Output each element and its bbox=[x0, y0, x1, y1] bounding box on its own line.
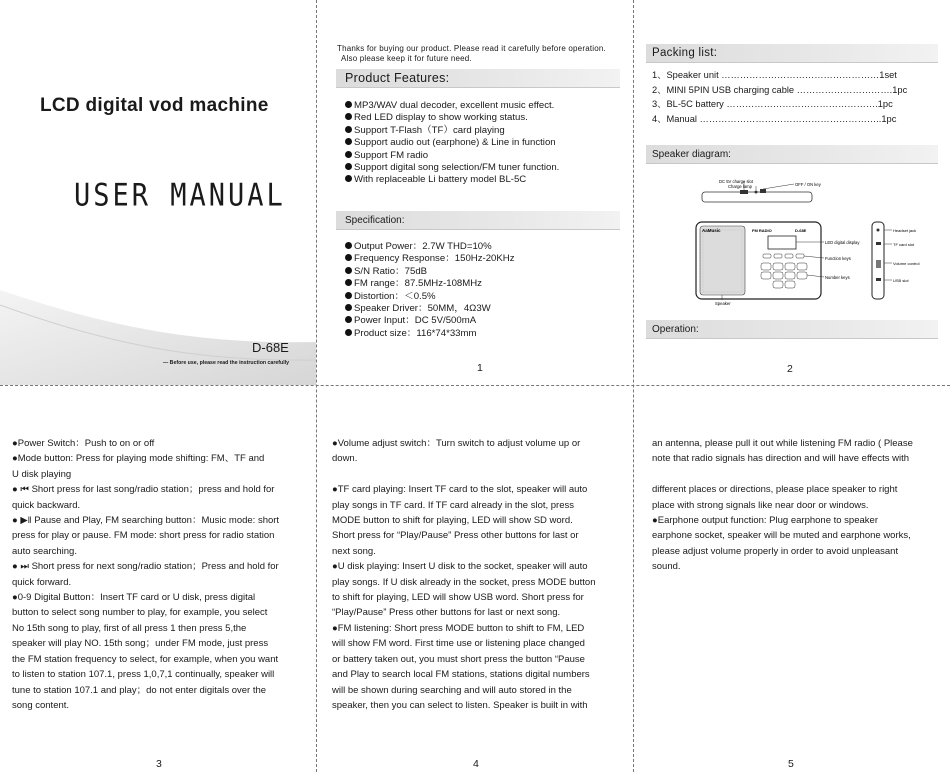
text-line: button to select song number to play, for example, you select bbox=[12, 607, 268, 619]
cover-panel bbox=[0, 0, 316, 385]
packing-header: Packing list: bbox=[652, 47, 718, 59]
page-number: 5 bbox=[788, 758, 794, 770]
text-line: play songs. If U disk already in the socket, press MODE button bbox=[332, 576, 596, 588]
text-line: speaker, then you can select to listen. Speaker is built in with bbox=[332, 699, 588, 711]
page-1-panel bbox=[317, 0, 633, 385]
text-line: tune to station 107.1 and play；do not enter digitals over the bbox=[12, 684, 267, 696]
bullet-icon bbox=[345, 175, 352, 182]
features-header: Product Features: bbox=[345, 71, 450, 85]
list-item: Support digital song selection/FM tuner function. bbox=[345, 162, 559, 174]
text-line: ● ⏮ Short press for last song/radio station；press and hold for bbox=[12, 484, 275, 496]
page-number: 2 bbox=[787, 363, 793, 375]
text-line: will be shown during searching and will auto stored in the bbox=[332, 684, 572, 696]
speaker-top-view bbox=[702, 192, 812, 202]
volume-label: Volume control bbox=[893, 261, 920, 266]
tf-slot-label: TF card slot bbox=[893, 242, 915, 247]
thanks-text bbox=[337, 44, 627, 64]
brand-label: AaMusic bbox=[702, 228, 721, 233]
text-line: will show FM word. First time use or listening place changed bbox=[332, 638, 585, 650]
text-line: quick forward. bbox=[12, 576, 72, 588]
text-line: ●Mode button: Press for playing mode shifting: FM、TF and bbox=[12, 453, 265, 465]
text-line: MODE button to shift for playing, LED will show SD word. bbox=[332, 515, 573, 527]
text-line: play songs in TF card. If TF card already in the slot, press bbox=[332, 499, 575, 511]
bullet-icon bbox=[345, 138, 352, 145]
text-line: ●U disk playing: Insert U disk to the socket, speaker will auto bbox=[332, 561, 588, 573]
list-item: Speaker Driver：50MM，4Ω3W bbox=[345, 303, 515, 315]
list-item: Support audio out (earphone) & Line in function bbox=[345, 137, 559, 149]
text-line: to shift for playing, LED will show USB word. Short press for bbox=[332, 592, 584, 604]
text-line: ●Power Switch：Push to on or off bbox=[12, 438, 155, 449]
speaker-diagram bbox=[664, 170, 924, 310]
cover-user-manual: USER MANUAL bbox=[74, 177, 286, 214]
text-line: to listen to station 107.1, press 1,0,7,1 continually, speaker will bbox=[12, 669, 275, 681]
usb-label: USB slot bbox=[893, 278, 909, 283]
text-line: quick backward. bbox=[12, 499, 81, 511]
operation-text-page-3 bbox=[12, 436, 279, 713]
text-line: speaker will play NO. 15th song；under FM mode, just press bbox=[12, 638, 269, 650]
speaker-label: Speaker bbox=[715, 301, 731, 306]
headset-label: Headset jack bbox=[893, 228, 917, 233]
text-line: ●0-9 Digital Button：Insert TF card or U disk, press digital bbox=[12, 592, 256, 604]
bullet-icon bbox=[345, 316, 352, 323]
text-line: ●FM listening: Short press MODE button to shift to FM, LED bbox=[332, 622, 585, 634]
spec-list bbox=[345, 241, 515, 340]
page-number: 3 bbox=[156, 758, 162, 770]
dc-label: DC 5V charge slot bbox=[719, 179, 753, 184]
text-line: place with strong signals like near door or windows. bbox=[652, 499, 869, 511]
list-item: Support FM radio bbox=[345, 150, 559, 162]
list-item: With replaceable Li battery model BL-5C bbox=[345, 174, 559, 186]
page-4-panel bbox=[317, 386, 633, 772]
text-line: press for play or pause. FM mode: short press for radio station bbox=[12, 530, 275, 542]
bullet-icon bbox=[345, 242, 352, 249]
text-line: sound. bbox=[652, 561, 681, 573]
packing-list bbox=[652, 68, 934, 126]
text-line: earphone socket, speaker will be muted and earphone works, bbox=[652, 530, 911, 542]
off-on-switch-shape bbox=[760, 189, 766, 193]
function-keys-label: Function keys bbox=[825, 256, 851, 261]
bullet-icon bbox=[345, 101, 352, 108]
page-number: 1 bbox=[477, 362, 483, 374]
list-item: Support T-Flash（TF）card playing bbox=[345, 125, 559, 137]
list-item: Power Input：DC 5V/500mA bbox=[345, 315, 515, 327]
list-item: Red LED display to show working status. bbox=[345, 112, 559, 124]
speaker-grille bbox=[700, 226, 745, 295]
operation-header: Operation: bbox=[652, 324, 699, 335]
diagram-header: Speaker diagram: bbox=[652, 149, 731, 160]
list-item: 3、BL-5C battery ………………………………………….1pc bbox=[652, 99, 893, 109]
bullet-icon bbox=[345, 304, 352, 311]
bullet-icon bbox=[345, 279, 352, 286]
spec-header: Specification: bbox=[345, 215, 405, 226]
text-line: song content. bbox=[12, 699, 70, 711]
led-label: LED digital display bbox=[825, 240, 860, 245]
list-item: FM range：87.5MHz-108MHz bbox=[345, 278, 515, 290]
bullet-icon bbox=[345, 151, 352, 158]
list-item: 1、Speaker unit ……………………………………………1set bbox=[652, 70, 897, 80]
text-line bbox=[332, 467, 595, 482]
text-line: ●Earphone output function: Plug earphone to speaker bbox=[652, 515, 878, 527]
page-number: 4 bbox=[473, 758, 479, 770]
text-line: please adjust volume properly in order to avoid unpleasant bbox=[652, 545, 899, 557]
list-item: 4、Manual …………………………………………………..1pc bbox=[652, 113, 897, 124]
bullet-icon bbox=[345, 126, 352, 133]
charge-label: Charge lamp bbox=[728, 184, 752, 189]
bullet-icon bbox=[345, 292, 352, 299]
text-line: ●TF card playing: Insert TF card to the slot, speaker will auto bbox=[332, 484, 588, 496]
number-keys-label: Number keys bbox=[825, 275, 850, 280]
text-line: different places or directions, please place speaker to right bbox=[652, 484, 898, 496]
text-line: U disk playing bbox=[12, 468, 72, 480]
thanks-line-2: Also please keep it for future need. bbox=[341, 54, 472, 63]
text-line: next song. bbox=[332, 545, 376, 557]
list-item: 2、MINI 5PIN USB charging cable ………………………….1pc bbox=[652, 84, 908, 95]
page-2-panel bbox=[634, 0, 950, 385]
bullet-icon bbox=[345, 267, 352, 274]
list-item: S/N Ratio：75dB bbox=[345, 266, 515, 278]
dc-slot-shape bbox=[740, 190, 748, 194]
thanks-line-1: Thanks for buying our product. Please read it carefully before operation. bbox=[337, 44, 606, 53]
page-3-panel bbox=[0, 386, 316, 772]
list-item: Product size：116*74*33mm bbox=[345, 328, 515, 340]
text-line: ● ▶‖ Pause and Play, FM searching button：Music mode: short bbox=[12, 515, 280, 527]
list-item: MP3/WAV dual decoder, excellent music effect. bbox=[345, 100, 559, 112]
text-line: auto searching. bbox=[12, 545, 77, 557]
lcd-display bbox=[768, 236, 796, 249]
cover-model-number: D-68E bbox=[252, 340, 289, 355]
text-line: ● ⏭ Short press for next song/radio station；Press and hold for bbox=[12, 561, 279, 573]
list-item: Distortion：＜0.5% bbox=[345, 291, 515, 303]
cover-title: LCD digital vod machine bbox=[40, 95, 269, 116]
cover-note: — Before use, please read the instruction carefully bbox=[163, 360, 290, 366]
features-list bbox=[345, 100, 559, 187]
text-line: the FM station frequency to select, for example, when you want bbox=[12, 653, 279, 665]
offon-label: OFF / ON key bbox=[795, 182, 821, 187]
model-label: D-68E bbox=[795, 228, 807, 233]
bullet-icon bbox=[345, 113, 352, 120]
charge-lamp-shape bbox=[755, 191, 758, 194]
text-line bbox=[652, 467, 913, 482]
fm-radio-label: FM RADIO bbox=[752, 228, 772, 233]
text-line: ●Volume adjust switch：Turn switch to adjust volume up or bbox=[332, 438, 581, 449]
text-line: down. bbox=[332, 453, 358, 465]
bullet-icon bbox=[345, 163, 352, 170]
operation-text-page-5 bbox=[652, 436, 913, 575]
text-line: Short press for “Play/Pause” Press other buttons for last or bbox=[332, 530, 579, 542]
bullet-icon bbox=[345, 329, 352, 336]
text-line: “Play/Pause” Press other buttons for last or next song. bbox=[332, 607, 561, 619]
text-line: an antenna, please pull it out while listening FM radio ( Please bbox=[652, 438, 913, 449]
text-line: No 15th song to play, first of all press 1 then press 5,the bbox=[12, 622, 247, 634]
operation-text-page-4 bbox=[332, 436, 595, 713]
text-line: or battery taken out, you must short press the button “Pause bbox=[332, 653, 585, 665]
list-item: Output Power：2.7W THD=10% bbox=[345, 241, 515, 253]
text-line: note that radio signals has direction and will have effects with bbox=[652, 453, 910, 465]
list-item: Frequency Response：150Hz-20KHz bbox=[345, 253, 515, 265]
text-line: and Play to search local FM stations, stations digital numbers bbox=[332, 669, 590, 681]
page-5-panel bbox=[634, 386, 950, 772]
bullet-icon bbox=[345, 254, 352, 261]
